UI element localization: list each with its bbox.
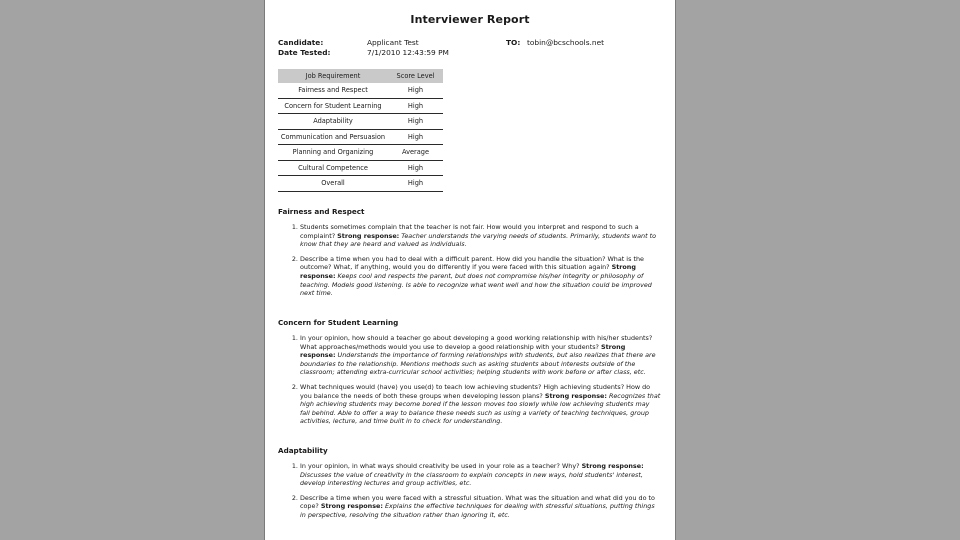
table-row	[278, 83, 443, 98]
requirement-cell: Planning and Organizing	[278, 145, 388, 161]
question-list	[278, 462, 661, 520]
section-concern-for-student-learning	[278, 318, 661, 432]
score-cell: High	[388, 83, 443, 98]
table-row	[278, 98, 443, 114]
score-table-header	[278, 69, 443, 83]
date-value: 7/1/2010 12:43:59 PM	[367, 48, 449, 57]
list-item: 2. Describe a time when you were faced with a stressful situation. What was the situation and what did you do to cope? Strong response: Explains the effective techniques for dealing with stressful situations, putting things in perspective, resolving the situation rather than ignoring it, etc.	[300, 494, 661, 520]
list-item: 2. What techniques would (have) you use(d) to teach low achieving students? High achieving students? How do you balance the needs of both these groups when developing lesson plans? Strong response: Recognizes that high achieving students may become bored if the lesson moves too slowly while low achieving students may fall behind. Able to offer a way to balance these needs such as using a variety of teaching techniques, group activities, lecture, and time built in to check for understanding.	[300, 383, 661, 426]
table-row	[278, 114, 443, 130]
list-item: 1. In your opinion, how should a teacher go about developing a good working relationship with his/her students? What approaches/methods would you use to develop a good relationship with your students? Strong response: Understands the importance of forming relationships with students, but also realizes that there are boundaries to the relationship. Mentions methods such as asking students about interests outside of the classroom; attending extra-curricular school activities; helping students with work before or after class, etc.	[300, 334, 661, 377]
candidate-value: Applicant Test	[367, 38, 419, 47]
to-label: TO:	[506, 38, 521, 47]
score-cell: Average	[388, 145, 443, 161]
section-adaptability	[278, 446, 661, 526]
list-item: 2. Describe a time when you had to deal with a difficult parent. How did you handle the situation? What is the outcome? What, if anything, would you do differently if you were faced with this situation again? Strong response: Keeps cool and respects the parent, but does not compromise his/her integrity or philosophy of teaching. Models good listening. Is able to recognize what went well and how the situation could be improved next time.	[300, 255, 661, 298]
requirement-cell: Adaptability	[278, 114, 388, 130]
score-cell: High	[388, 129, 443, 145]
score-cell: High	[388, 160, 443, 176]
score-cell: High	[388, 114, 443, 130]
requirement-cell: Overall	[278, 176, 388, 192]
header-job-requirement: Job Requirement	[278, 69, 388, 83]
date-label: Date Tested:	[278, 48, 331, 57]
table-row	[278, 145, 443, 161]
question-list	[278, 334, 661, 426]
report-page	[264, 0, 676, 540]
score-cell: High	[388, 176, 443, 192]
report-title: Interviewer Report	[410, 13, 530, 26]
requirement-cell: Communication and Persuasion	[278, 129, 388, 145]
section-fairness-and-respect	[278, 207, 661, 304]
section-heading: Fairness and Respect	[278, 207, 365, 216]
section-heading: Concern for Student Learning	[278, 318, 399, 327]
requirement-cell: Fairness and Respect	[278, 83, 388, 98]
header-score-level: Score Level	[388, 69, 443, 83]
table-row	[278, 176, 443, 192]
requirement-cell: Concern for Student Learning	[278, 98, 388, 114]
list-item: 1. Students sometimes complain that the teacher is not fair. How would you interpret and respond to such a complaint? Strong response: Teacher understands the varying needs of students. Primarily, students want to know that they are heard and valued as individuals.	[300, 223, 661, 249]
candidate-label: Candidate:	[278, 38, 324, 47]
score-table	[278, 69, 443, 192]
requirement-cell: Cultural Competence	[278, 160, 388, 176]
question-list	[278, 223, 661, 298]
table-row	[278, 160, 443, 176]
section-heading: Adaptability	[278, 446, 328, 455]
score-cell: High	[388, 98, 443, 114]
to-value: tobin@bcschools.net	[527, 38, 605, 47]
table-row	[278, 129, 443, 145]
list-item: 1. In your opinion, in what ways should creativity be used in your role as a teacher? Why? Strong response: Discusses the value of creativity in the classroom to explain concepts in new ways, hold students' interest, develop interesting lectures and group activities, etc.	[300, 462, 661, 488]
